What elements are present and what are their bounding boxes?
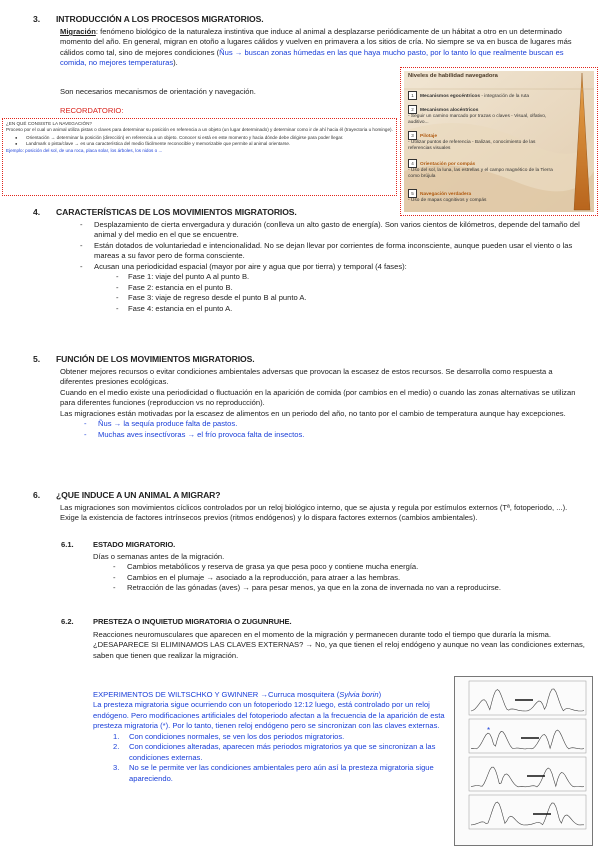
migratory-state-item: - Cambios en el plumaje → asociado a la reproducción, para atraer a las hembras.: [113, 573, 583, 583]
figure-panel: [469, 757, 586, 791]
activity-trace: [471, 802, 584, 825]
reminder-question: ¿EN QUÉ CONSISTE LA NAVEGACIÓN?: [6, 121, 92, 126]
section-3-title: INTRODUCCIÓN A LOS PROCESOS MIGRATORIOS.: [56, 14, 264, 24]
subsection-6-1-number: 6.1.: [61, 540, 74, 549]
function-paragraph: Las migraciones están motivadas por la escasez de alimentos en un periodo del año, no tanto por el cambio de temperatura aunque hay excepciones.: [60, 408, 566, 418]
migratory-state-item: - Retracción de las gónadas (aves) → para pesar menos, ya que en la zona de invernada no van a reproducirse.: [113, 583, 583, 593]
section-5-title: FUNCIÓN DE LOS MOVIMIENTOS MIGRATORIOS.: [56, 354, 255, 364]
navigation-levels-figure: [404, 71, 594, 212]
migration-term: Migración: [60, 27, 96, 36]
reminder-example: Ejemplo: posición del sol, de una roca, placa solar, los árboles, los nidos o ...: [6, 147, 163, 153]
zugunruhe-traces: [455, 677, 592, 845]
zugunruhe-text: Reacciones neuromusculares que aparecen en el momento de la migración y permanecen durante todo el tiempo que duraría la misma. ¿DESAPARECE SI ELIMINAMOS LAS CLAVES EXTERNAS? → No, ya que tienen el reloj endógeno y aunque no vean las condiciones externas, saben que tienen que realizar la migración.: [93, 630, 585, 660]
induction-paragraph: Las migraciones son movimientos cíclicos controlados por un reloj biológico interno, que se ajusta y regula por estímulos externos (Tª, fotoperiodo, ...). Exige la existencia de factores intrínsecos previos (ritmos endógenos) y lo dispara factores externos (cambios ambientales).: [60, 503, 568, 523]
section-6-title: ¿QUE INDUCE A UN ANIMAL A MIGRAR?: [56, 490, 221, 500]
characteristic-item: - Acusan una periodicidad espacial (mayor por aire y agua que por tierra) y temporal (4 fases):: [80, 262, 586, 272]
figure-panel: [469, 795, 586, 829]
characteristics-list: [80, 220, 586, 314]
phase-item: - Fase 3: viaje de regreso desde el punto B al punto A.: [116, 293, 586, 303]
experiment-block: [93, 690, 449, 784]
section-5-number: 5.: [33, 354, 41, 364]
activity-trace: [471, 767, 584, 787]
section-3-number: 3.: [33, 14, 41, 24]
function-paragraph: Cuando en el medio existe una periodicidad o fluctuación en la aparición de comida (por cambios en el medio) o cuando las zonas alternativas se utilizan para diferentes funciones (reproduccion vs no reproducción).: [60, 387, 576, 408]
navigation-level-1: 1 Mecanismos egocéntricos - integración de la ruta: [408, 91, 558, 100]
figure-panel: [469, 719, 586, 753]
migratory-state-item: - Cambios metabólicos y reserva de grasa ya que pesa poco y contiene mucha energía.: [113, 562, 583, 572]
figure-panel: [469, 681, 586, 715]
navigation-level-3: 3 Pilotaje - Utilizar puntos de referencia - Balizas, conocimiento de las referencias visuales: [408, 133, 536, 152]
phase-item: - Fase 2: estancia en el punto B.: [116, 283, 586, 293]
function-example: - Ñus → la sequía produce falta de pastos.: [84, 419, 586, 429]
navigation-levels-title: Niveles de habilidad navegadora: [408, 73, 498, 79]
migratory-state-text: Días o semanas antes de la migración. - Cambios metabólicos y reserva de grasa ya que pesa poco y contiene mucha energía. - Cambios en el plumaje → asociado a la reproducción, para atraer a las hembras. - Retracción de las gónadas (aves) → para pesar menos, ya que en la zona de invernada no van a reproducirse.: [93, 552, 583, 594]
function-paragraph: Obtener mejores recursos o evitar condiciones ambientales adversas que provocan la escasez de estos recursos. Se desarrolla como respuesta a diferentes presiones ecológicas.: [60, 367, 553, 387]
zugunruhe-figure: [454, 676, 593, 846]
migration-definition: Migración: fenómeno biológico de la naturaleza instintiva que induce al animal a desplazarse periódicamente de un hábitat a otro en un determinado momento del año. En general, migran en otoño a lugares cálidos y vuelven en primavera a los sitios de cría. No siempre se va en busca de lugares más cálidos como tal, sino de mejores condiciones (Ñus → buscan zonas húmedas en las que haya mucho pasto, por lo tanto lo que realmente buscan es comida, no mejores temperaturas).: [60, 27, 572, 68]
phase-item: - Fase 1: viaje del punto A al punto B.: [116, 272, 586, 282]
section-6-number: 6.: [33, 490, 41, 500]
asterisk-mark: *: [487, 726, 491, 735]
experiment-item: 3. No se le permite ver las condiciones ambientales pero aún así la presteza migratoria sigue apareciendo.: [113, 763, 434, 783]
reminder-label: RECORDATORIO:: [60, 106, 124, 115]
orientation-note: Son necesarios mecanismos de orientación y navegación.: [60, 87, 256, 96]
navigation-level-2: 2 Mecanismos alocéntricos - Seguir un camino marcado por trazas o claves - Visual, olfativo, auditivo...: [408, 107, 547, 126]
reminder-paragraph: Proceso por el cual un animal utiliza pistas o claves para determinar su posición en referencia a un objeto (un lugar determinado) y determinar como ir de ahí hacia él (trayectoria u hominge).: [6, 127, 393, 133]
reminder-bullet-orientation: ● Orientación → determinar la posición (dirección) en referencia a un objeto. Conocer si está en este momento y hacia dónde debe dirigirse para poder llegar.: [6, 135, 394, 141]
characteristic-item: - Están dotados de voluntariedad e intencionalidad. No se dejan llevar por corrientes de forma inconsciente, aunque pueden usar el viento o las mareas a su favor pero de forma consciente.: [80, 241, 586, 262]
navigation-level-4: 4 Orientación por compás - Uso del sol, la luna, las estrellas y el campo magnético de la Tierra como brújula: [408, 161, 553, 180]
reminder-bullet-landmark: ● Landmark o pista/clave → es una característica del medio fácilmente reconocible y memorizable que permite al animal orientarse.: [6, 141, 394, 147]
navigation-level-5: 5 Navegación verdadera - Uso de mapas cognitivos y compás: [408, 191, 487, 204]
experiment-paragraph: La presteza migratoria sigue ocurriendo con un fotoperiodo 12:12 luego, está controlado por un reloj endógeno. Pero modificaciones artificiales del fotoperiodo afectan a la frecuencia de la aparición de esta presteza migratoria (*). Por lo tanto, tienen reloj endógeno pero se sincronizan con las claves externas.: [93, 700, 445, 731]
characteristic-item: - Desplazamiento de cierta envergadura y duración (conlleva un alto gasto de energía). Son varios cientos de kilómetros, depende del tamaño del animal y del medio en el que se encuentre.: [80, 220, 586, 241]
section-4-number: 4.: [33, 207, 41, 217]
subsection-6-2-number: 6.2.: [61, 617, 74, 626]
subsection-6-1-title: ESTADO MIGRATORIO.: [93, 540, 176, 549]
experiment-item: 2. Con condiciones alteradas, aparecen más periodos migratorios ya que se sincronizan a las condiciones externas.: [113, 742, 436, 762]
section-4-title: CARACTERÍSTICAS DE LOS MOVIMIENTOS MIGRATORIOS.: [56, 207, 297, 217]
experiment-item: 1. Con condiciones normales, se ven los dos periodos migratorios.: [113, 731, 345, 741]
subsection-6-2-title: PRESTEZA O INQUIETUD MIGRATORIA O ZUGUNRUHE.: [93, 617, 292, 626]
phase-item: - Fase 4: estancia en el punto A.: [116, 304, 586, 314]
reminder-box: [2, 118, 397, 196]
experiment-title: EXPERIMENTOS DE WILTSCHKO Y GWINNER →Curruca mosquitera (Sylvia borin): [93, 690, 382, 699]
nus-example: Ñus → buscan zonas húmedas en las que haya mucho pasto, por lo tanto lo que realmente buscan es comida, no mejores temperaturas: [60, 47, 564, 68]
function-text: [60, 367, 586, 440]
function-example: - Muchas aves insectívoras → el frío provoca falta de insectos.: [84, 430, 586, 440]
